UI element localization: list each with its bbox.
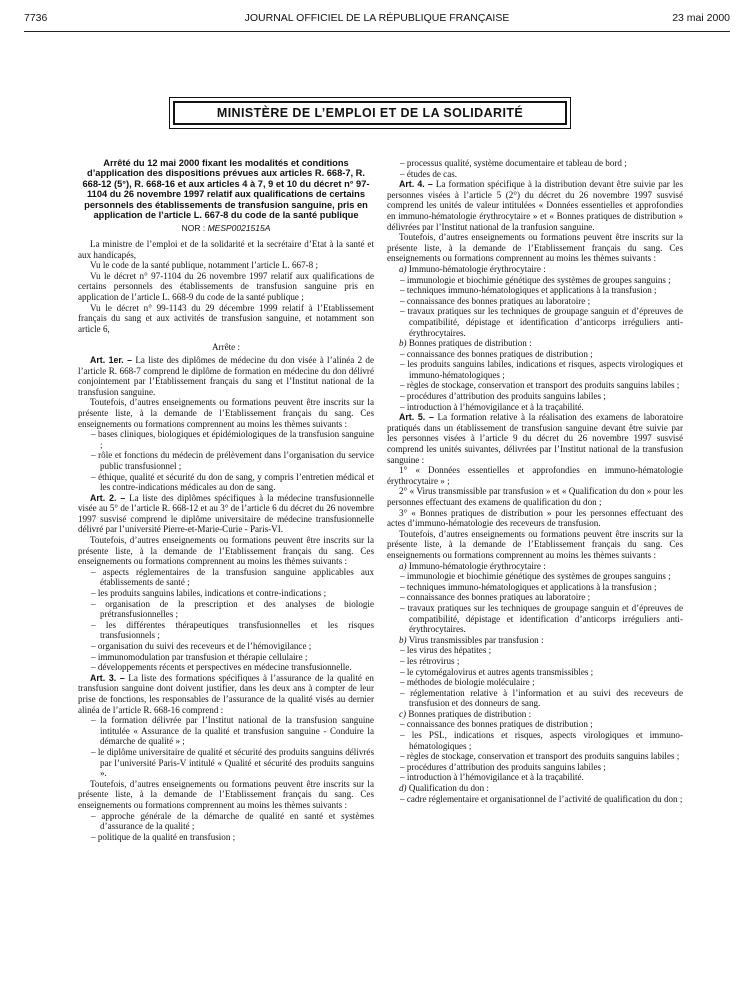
list-item: – les différentes thérapeutiques transfusionnelles et les risques transfusionnels ; (91, 619, 374, 641)
list-item: – approche générale de la démarche de qualité en santé et systèmes d’assurance de la qualité ; (91, 810, 374, 832)
list-item: – connaissance des bonnes pratiques au laboratoire ; (400, 295, 591, 306)
decree-title: Arrêté du 12 mai 2000 fixant les modalités et conditions d’application des dispositions prévues aux articles R. 668-7, R. 668-12 (5°), R. 668-16 et aux articles 4 à 7, 9 et 10 du décret n° 97-1104 du 26 novembre 1997 relatif aux qualifications de certains personnels des établissements de transfusion sanguine, pris en application de l’article L. 667-8 du code de la santé publique (82, 158, 370, 221)
article-label: Art. 3. – (90, 672, 125, 683)
section-title: Bonnes pratiques de distribution : (408, 338, 532, 349)
list-item: – règles de stockage, conservation et transport des produits sanguins labiles ; (400, 751, 680, 762)
section-letter: b) (399, 634, 407, 645)
list-item: – développements récents et perspectives en médecine transfusionnelle. (91, 662, 352, 673)
list-item: – bases cliniques, biologiques et épidémiologiques de la transfusion sanguine ; (91, 429, 374, 450)
list-item: – réglementation relative à l’information et au suivi des receveurs de transfusion et des donneurs de sang. (400, 687, 683, 709)
list-item: – travaux pratiques sur les techniques de groupage sanguin et d’épreuves de compatibilité, dépistage et identification d’anticorps irréguliers anti-érythrocytaires. (400, 602, 683, 635)
article-paragraph: Toutefois, d’autres enseignements ou formations peuvent être inscrits sur la présente liste, à la demande de l’Etablissement français du sang. Ces enseignements ou formations comprennent au moins les thèmes suivants : (78, 397, 374, 429)
list-item: – la formation délivrée par l’Institut national de la transfusion sanguine intitulée « Assurance de la qualité et transfusion sanguine - Conduire la démarche de qualité » ; (91, 715, 374, 747)
section-title: Immuno-hématologie érythrocytaire : (408, 263, 546, 274)
preamble-paragraph: Vu le décret n° 99-1143 du 29 décembre 1999 relatif à l’Etablissement français du sang et aux activités de transfusion sanguine, et notamment son article 6, (78, 302, 374, 334)
journal-title: JOURNAL OFFICIEL DE LA RÉPUBLIQUE FRANÇAISE (244, 12, 510, 24)
list-item: – procédures d’attribution des produits sanguins labiles ; (400, 391, 606, 402)
article-paragraph: Toutefois, d’autres enseignements ou formations peuvent être inscrits sur la présente liste, à la demande de l’Etablissement français du sang. Ces enseignements ou formations comprennent au moins les thèmes suivants : (78, 778, 374, 810)
section-title: Qualification du don : (408, 783, 489, 794)
article-5 (387, 412, 683, 465)
nor-reference (78, 223, 374, 234)
list-item: – le diplôme universitaire de qualité et sécurité des produits sanguins délivrés par l’université Paris-V intitulé « Qualité et sécurité des produits sanguins ». (91, 746, 374, 779)
list-item: – cadre réglementaire et organisationnel de l’activité de qualification du don ; (400, 793, 683, 804)
preamble-paragraph: Vu le décret n° 97-1104 du 26 novembre 1997 relatif aux qualifications de certains personnels des établissements de transfusion sanguine pris en application de l’article L. 668-9 du code de la santé publique ; (78, 270, 374, 302)
section-heading (387, 338, 683, 349)
article-label: Art. 1er. – (90, 354, 133, 365)
article-text: La liste des diplômes spécifiques à la médecine transfusionnelle visée au 5° de l’article R. 668-12 et au 3° de l’article 6 du décret du 26 novembre 1997 susvisé comprend le diplôme universitaire de médecine transfusionnelle délivré par l’université Pierre-et-Marie-Curie - Paris-VI. (78, 492, 375, 535)
section-title: Virus transmissibles par transfusion : (408, 634, 544, 645)
section-heading (387, 635, 683, 646)
article-paragraph: Toutefois, d’autres enseignements ou formations peuvent être inscrits sur la présente liste, à la demande de l’Etablissement français du sang. Ces enseignements ou formations comprennent au moins les thèmes suivants : (387, 232, 683, 264)
list-item: – introduction à l’hémovigilance et à la traçabilité. (400, 401, 584, 412)
list-item: – études de cas. (400, 168, 458, 179)
article-label: Art. 2. – (90, 492, 126, 503)
article-4 (387, 179, 683, 232)
section-heading (387, 264, 683, 275)
issue-date: 23 mai 2000 (672, 12, 730, 24)
section-letter: b) (399, 338, 407, 349)
unit-item: 3° « Bonnes pratiques de distribution » pour les personnes effectuant des actes d’immuno-hématologie des receveurs de transfusion. (387, 507, 683, 529)
list-item: – procédures d’attribution des produits sanguins labiles ; (400, 761, 606, 772)
arrete-heading: Arrête : (211, 342, 241, 353)
list-item: – connaissance des bonnes pratiques de distribution ; (400, 348, 593, 359)
list-item: – aspects réglementaires de la transfusion sanguine applicables aux établissements de santé ; (91, 566, 374, 588)
unit-item: 1° « Données essentielles et approfondies en immuno-hématologie érythrocytaire » ; (387, 465, 683, 486)
list-item: – les PSL, indications et risques, aspects virologiques et immuno-hématologiques ; (400, 730, 683, 751)
list-item: – le cytomégalovirus et autres agents transmissibles ; (400, 666, 594, 677)
article-text: La liste des diplômes de médecine du don visée à l’alinéa 2 de l’article R. 668-7 comprend le diplôme de formation en médecine du don délivré conjointement par l’Etablissement français du sang et l’Institut national de la transfusion sanguine. (78, 354, 374, 397)
list-item: – organisation du suivi des receveurs et de l’hémovigilance ; (91, 641, 312, 651)
unit-item: 2° « Virus transmissible par transfusion » et « Qualification du don » pour les personnes effectuant des examens de qualification du don ; (387, 486, 683, 507)
article-text: La liste des formations spécifiques à l’assurance de la qualité en transfusion sanguine dont doivent justifier, dans les deux ans à compter de leur prise de fonctions, les responsables de l’assurance de la qualité visés au dernier alinéa de l’article R. 668-16 comprend : (78, 672, 374, 715)
list-item: – techniques immuno-hématologiques et applications à la transfusion ; (400, 581, 657, 592)
running-header (24, 12, 730, 26)
list-item: – processus qualité, système documentaire et tableau de bord ; (400, 158, 627, 168)
article-text: La formation relative à la réalisation des examens de laboratoire pratiqués dans un établissement de transfusion sanguine devant être suivie par les personnes visées à l’article 9 du décret du 26 novembre 1997 susvisé comprend les unités suivantes, délivrées par l’Institut national de la transfusion sanguine : (387, 412, 683, 465)
right-column (387, 158, 683, 804)
left-column (78, 158, 374, 842)
list-item: – connaissance des bonnes pratiques au laboratoire ; (400, 592, 591, 603)
list-item: – méthodes de biologie moléculaire ; (400, 677, 535, 688)
section-title: Immuno-hématologie érythrocytaire : (408, 560, 546, 571)
list-item: – organisation de la prescription et des analyses de biologie prétransfusionnelles ; (91, 598, 374, 620)
list-item: – introduction à l’hémovigilance et à la traçabilité. (400, 772, 584, 783)
page-number: 7736 (24, 12, 48, 24)
section-heading (387, 783, 683, 794)
article-paragraph: Toutefois, d’autres enseignements ou formations peuvent être inscrits sur la présente liste, à la demande de l’Etablissement français du sang. Ces enseignements ou formations comprennent au moins les thèmes suivants : (387, 528, 683, 560)
nor-label: NOR : (181, 223, 206, 234)
header-rule (24, 31, 730, 32)
article-1 (78, 355, 374, 397)
list-item: – immunomodulation par transfusion et thérapie cellulaire ; (91, 651, 308, 662)
list-item: – les virus des hépatites ; (400, 645, 492, 656)
preamble-paragraph: Vu le code de la santé publique, notamment l’article L. 667-8 ; (90, 260, 318, 271)
section-heading (387, 561, 683, 572)
article-text: La formation spécifique à la distribution devant être suivie par les personnes visées à l’article 5 (2°) du décret du 26 novembre 1997 susvisé comprend les unités de valeur intitulées « Données essentielles et approfondies en immuno-hématologie érythrocytaire » et « Bonnes pratiques de distribution » délivrées par l’Institut national de la tranfusion sanguine. (387, 179, 683, 232)
list-item: – les produits sanguins labiles, indications et risques, aspects virologiques et immuno-hématologiques ; (400, 359, 683, 380)
article-label: Art. 5. – (399, 412, 434, 423)
article-label: Art. 4. – (399, 179, 433, 190)
list-item: – connaissance des bonnes pratiques de distribution ; (400, 719, 593, 730)
list-item: – immunologie et biochimie génétique des systèmes de groupes sanguins ; (400, 274, 671, 285)
nor-value: MESP0021515A (207, 223, 271, 234)
article-3 (78, 673, 374, 715)
list-item: – immunologie et biochimie génétique des systèmes de groupes sanguins ; (400, 571, 671, 582)
section-heading (387, 709, 683, 720)
list-item: – les produits sanguins labiles, indications et contre-indications ; (91, 588, 327, 599)
list-item: – travaux pratiques sur les techniques de groupage sanguin et d’épreuves de compatibilité, dépistage et identification d’anticorps irréguliers anti-érythrocytaires. (400, 306, 683, 338)
article-paragraph: Toutefois, d’autres enseignements ou formations peuvent être inscrits sur la présente liste, à la demande de l’Etablissement français du sang. Ces enseignements ou formations comprennent au moins les thèmes suivants : (78, 535, 374, 567)
ministry-banner: MINISTÈRE DE L’EMPLOI ET DE LA SOLIDARITÉ (173, 101, 567, 125)
list-item: – rôle et fonctions du médecin de prélèvement dans l’organisation du service public transfusionnel ; (91, 450, 374, 471)
section-letter: a) (399, 560, 407, 571)
list-item: – politique de la qualité en transfusion ; (91, 831, 236, 842)
section-letter: a) (399, 263, 407, 274)
list-item: – techniques immuno-hématologiques et applications à la transfusion ; (400, 285, 657, 296)
section-letter: d) (399, 783, 407, 794)
section-title: Bonnes pratiques de distribution : (408, 708, 532, 719)
article-2 (78, 493, 374, 535)
list-item: – les rétrovirus ; (400, 655, 460, 666)
preamble-paragraph: La ministre de l’emploi et de la solidarité et la secrétaire d’Etat à la santé et aux handicapés, (78, 239, 374, 260)
section-letter: c) (399, 708, 407, 719)
list-item: – éthique, qualité et sécurité du don de sang, y compris l’entretien médical et les contre-indications médicales au don de sang. (91, 471, 374, 493)
list-item: – règles de stockage, conservation et transport des produits sanguins labiles ; (400, 380, 680, 391)
